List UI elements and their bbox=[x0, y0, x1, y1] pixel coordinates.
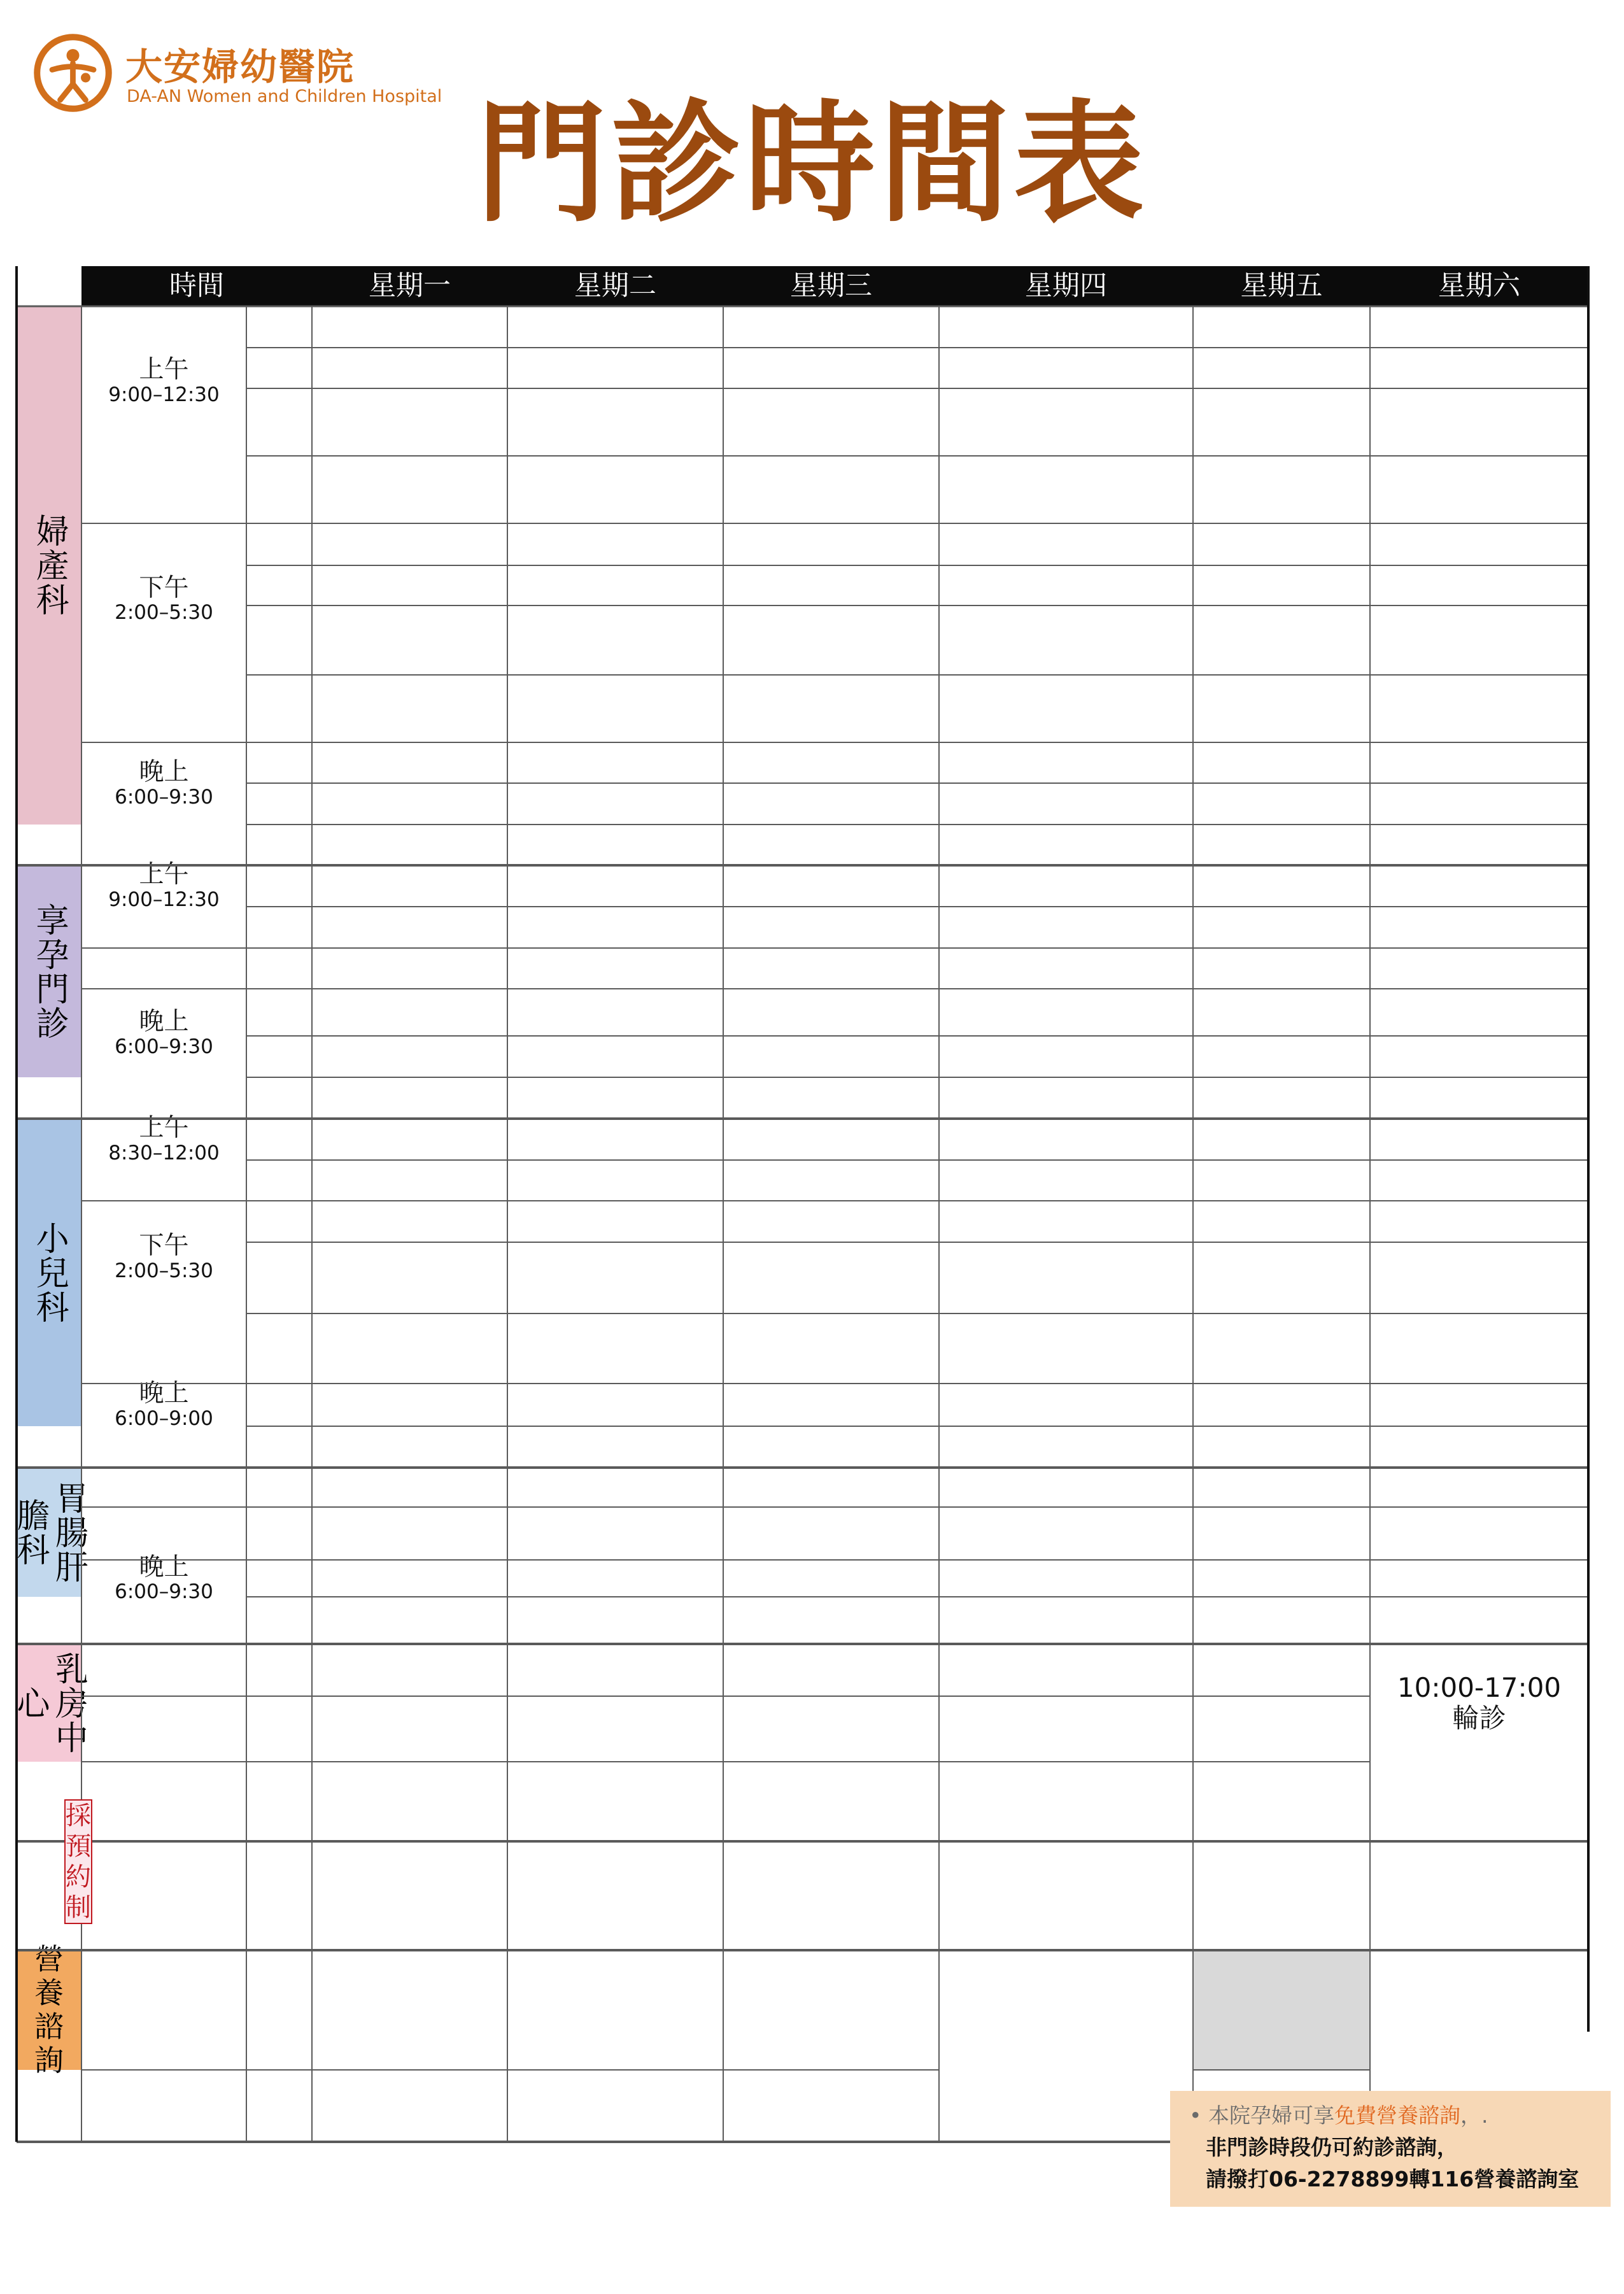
column-header-day bbox=[312, 266, 507, 306]
period-time: 8:30–12:00 bbox=[108, 1141, 220, 1165]
grid-lines bbox=[17, 266, 1588, 2209]
department-cell bbox=[17, 306, 81, 825]
period-label: 晚上 bbox=[139, 1552, 189, 1582]
column-header-label: 星期六 bbox=[1438, 270, 1520, 302]
department-name: 乳房中心 bbox=[11, 1651, 88, 1755]
department-name: 享孕門診 bbox=[30, 902, 69, 1040]
period-time: 9:00–12:30 bbox=[108, 383, 220, 406]
department-name: 胃腸肝膽科 bbox=[11, 1480, 88, 1584]
period-cell bbox=[81, 1552, 246, 1604]
column-header-day bbox=[723, 266, 939, 306]
column-header-day bbox=[507, 266, 723, 306]
hospital-name-en: DA-AN Women and Children Hospital bbox=[127, 87, 442, 106]
note-highlight: 免費營養諮詢 bbox=[1334, 2103, 1460, 2128]
department-cell bbox=[17, 1119, 81, 1426]
period-label: 上午 bbox=[139, 1114, 189, 1143]
breast-saturday-cell bbox=[1370, 1644, 1588, 1762]
note-text: 本院孕婦可享 bbox=[1208, 2103, 1334, 2128]
column-header-day bbox=[939, 266, 1193, 306]
period-label: 上午 bbox=[139, 860, 189, 889]
column-header-label: 星期三 bbox=[790, 270, 872, 302]
page-title: 門診時間表 bbox=[476, 89, 1148, 240]
period-time: 9:00–12:30 bbox=[108, 888, 220, 911]
column-header-label: 星期一 bbox=[369, 270, 451, 302]
note-text: ，. bbox=[1460, 2103, 1488, 2128]
nutrition-blank bbox=[1370, 1950, 1588, 2070]
nutrition-note bbox=[1170, 2091, 1611, 2207]
column-header-time bbox=[81, 266, 312, 306]
period-label: 晚上 bbox=[139, 758, 189, 787]
department-name: 婦產科 bbox=[30, 514, 69, 617]
reservation-tag: 採預約制 bbox=[64, 1799, 92, 1924]
note-line-2: 非門診時段仍可約診諮詢， bbox=[1206, 2135, 1458, 2160]
column-header-day bbox=[1370, 266, 1588, 306]
period-cell bbox=[81, 860, 246, 911]
department-cell bbox=[17, 1942, 81, 2078]
period-cell bbox=[81, 306, 246, 456]
department-name: 營養諮詢 bbox=[34, 1942, 64, 2078]
period-time: 2:00–5:30 bbox=[115, 1259, 213, 1282]
department-cell bbox=[17, 865, 81, 1077]
column-header-label: 星期四 bbox=[1025, 270, 1107, 302]
period-label: 晚上 bbox=[139, 1379, 189, 1408]
period-cell bbox=[81, 1379, 246, 1430]
nutrition-blank bbox=[1193, 1950, 1370, 2070]
column-header-day bbox=[1193, 266, 1370, 306]
schedule-table bbox=[11, 266, 1589, 2175]
period-time: 6:00–9:00 bbox=[115, 1406, 213, 1430]
period-cell bbox=[81, 742, 246, 825]
note-line-1 bbox=[1189, 2100, 1604, 2132]
period-label: 晚上 bbox=[139, 1007, 189, 1037]
period-label: 下午 bbox=[139, 1231, 189, 1261]
hospital-name: 大安婦幼醫院 bbox=[125, 45, 355, 89]
note-line-3: 請撥打06-2278899轉116營養諮詢室 bbox=[1206, 2167, 1579, 2191]
period-label: 上午 bbox=[139, 355, 189, 385]
period-cell bbox=[81, 989, 246, 1077]
period-time: 2:00–5:30 bbox=[115, 601, 213, 625]
column-header-label: 時間 bbox=[169, 270, 224, 302]
department-cell bbox=[11, 1468, 88, 1597]
department-name: 小兒科 bbox=[30, 1221, 69, 1324]
period-time: 6:00–9:30 bbox=[115, 1580, 213, 1604]
nutrition-blank bbox=[939, 1950, 1193, 2070]
department-cell bbox=[11, 1644, 88, 1762]
period-cell bbox=[81, 523, 246, 675]
period-label: 下午 bbox=[139, 573, 189, 602]
note-bullet: • bbox=[1189, 2103, 1202, 2128]
period-cell bbox=[81, 1114, 246, 1165]
column-header-label: 星期五 bbox=[1240, 270, 1323, 302]
column-header-label: 星期二 bbox=[574, 270, 656, 302]
saturday-hours: 10:00-17:00 bbox=[1397, 1672, 1562, 1704]
period-time: 6:00–9:30 bbox=[115, 785, 213, 809]
period-time: 6:00–9:30 bbox=[115, 1035, 213, 1058]
saturday-rotation: 輪診 bbox=[1452, 1702, 1506, 1734]
period-cell bbox=[81, 1201, 246, 1313]
